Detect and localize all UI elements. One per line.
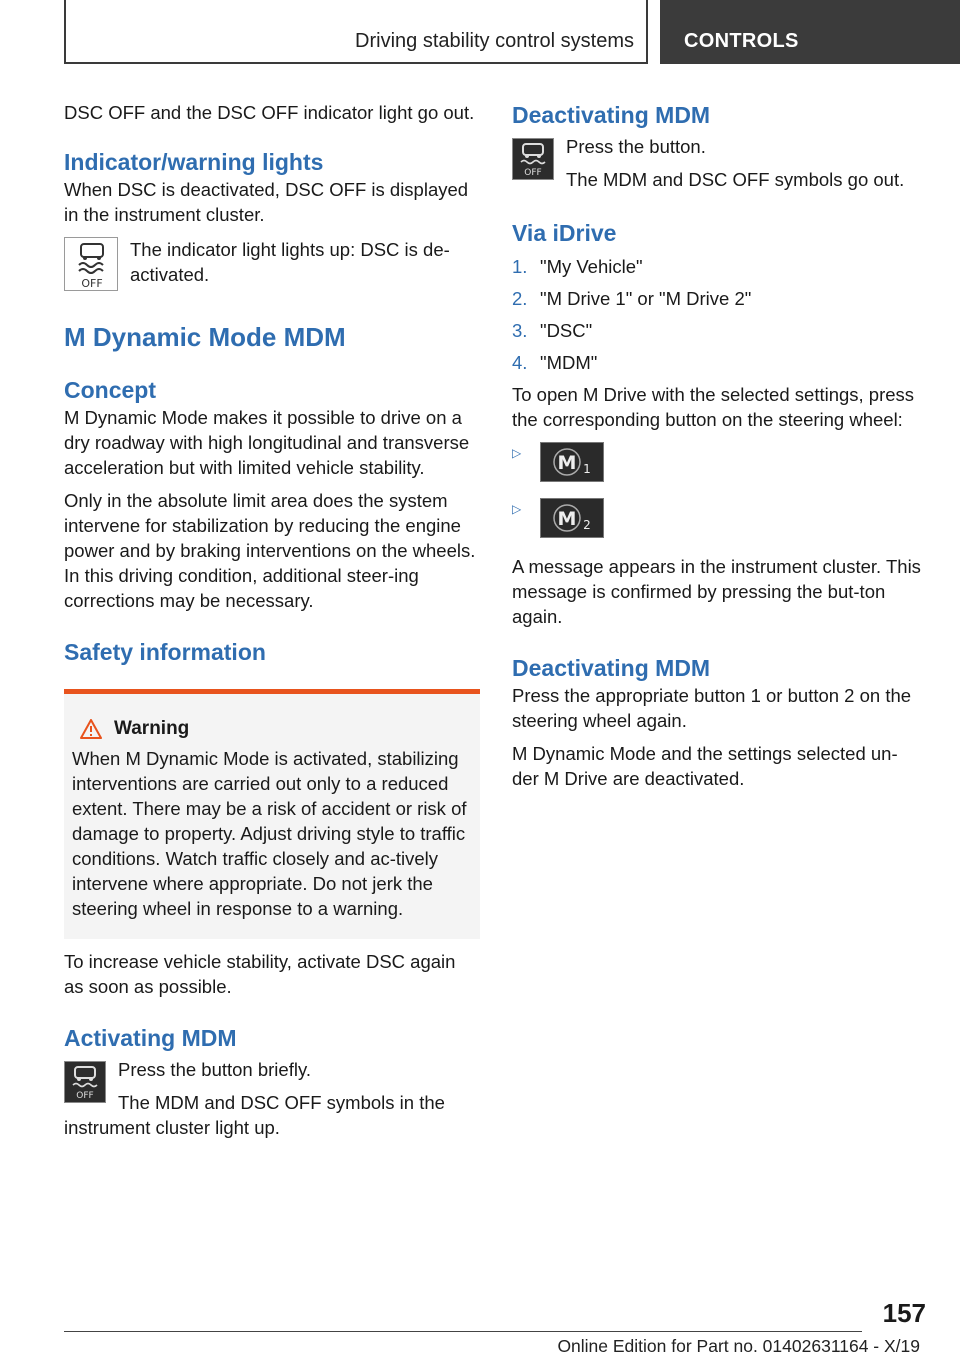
dsc-off-indicator-label: OFF [81, 277, 103, 290]
bullet-icon: ▷ [512, 502, 522, 516]
idrive-steps [512, 254, 922, 375]
m2-bullet [512, 498, 922, 538]
left-column [64, 100, 480, 1140]
m1-sub: 1 [583, 462, 591, 476]
after-warning-text: To increase vehicle stability, activate DSC again as soon as possible. [64, 951, 456, 997]
deactivating2-p1: Press the appropriate button 1 or button 2 on the steering wheel again. [512, 685, 912, 731]
open-text: To open M Drive with the selected settings, press the corresponding button on the steering wheel: [512, 384, 915, 430]
intro-text: DSC OFF and the DSC OFF indicator light go out. [64, 102, 475, 123]
m1-button-icon [540, 442, 604, 482]
deactivating-block [512, 134, 922, 192]
m2-button-icon [540, 498, 604, 538]
bullet-icon: ▷ [512, 446, 522, 460]
mdm-off-button-icon [512, 138, 554, 180]
indicator-heading: Indicator/warning lights [64, 149, 324, 175]
deactivating-p1: Press the button. [566, 136, 706, 157]
warning-title-row [80, 718, 470, 740]
concept-heading: Concept [64, 377, 156, 403]
list-item: 4. "MDM" [512, 352, 598, 373]
indicator-icon-row [64, 237, 480, 291]
activating-block [64, 1057, 480, 1140]
activating-p1: Press the button briefly. [118, 1059, 311, 1080]
indicator-text: When DSC is deactivated, DSC OFF is displayed in the instrument cluster. [64, 179, 469, 225]
warning-title: Warning [114, 718, 190, 739]
idrive-heading: Via iDrive [512, 220, 617, 246]
dsc-off-indicator-icon [64, 237, 118, 291]
m2-sub: 2 [583, 518, 591, 532]
running-header-chapter [660, 0, 960, 64]
deactivating-heading: Deactivating MDM [512, 102, 711, 128]
m1-bullet [512, 442, 922, 482]
deactivating2-heading: Deactivating MDM [512, 655, 711, 681]
indicator-icon-text: The indicator light lights up: DSC is de-activated. [130, 239, 450, 285]
list-item: 3. "DSC" [512, 320, 593, 341]
mdm-heading: M Dynamic Mode MDM [64, 322, 346, 352]
chapter-title: CONTROLS [684, 30, 799, 52]
mdm-off-button-label: OFF [524, 168, 542, 178]
list-item: 2. "M Drive 1" or "M Drive 2" [512, 288, 752, 309]
page-number: 157 [882, 1298, 926, 1328]
warning-box [64, 689, 480, 939]
m2-label: M [557, 508, 577, 530]
mdm-button-icon [64, 1061, 106, 1103]
safety-heading: Safety information [64, 639, 266, 665]
warning-text: When M Dynamic Mode is activated, stabilizing interventions are carried out only to a reduced extent. There may be a risk of accident or risk of damage to property. Adjust driving style to traffic conditions. Watch traffic closely and ac-tively intervene where appropriate. Do not jerk the steering wheel in response to a warning. [72, 748, 467, 919]
list-item: 1. "My Vehicle" [512, 256, 643, 277]
running-header-section [64, 0, 648, 64]
mdm-button-label: OFF [76, 1091, 94, 1101]
message-text: A message appears in the instrument cluster. This message is confirmed by pressing the but-ton again. [512, 556, 921, 627]
concept-p1: M Dynamic Mode makes it possible to drive on a dry roadway with high longitudinal and transverse acceleration but with limited vehicle stability. [64, 407, 470, 478]
footer-divider [64, 1331, 862, 1332]
footer-edition: Online Edition for Part no. 01402631164 - X/19 [557, 1336, 920, 1356]
section-title: Driving stability control systems [355, 30, 634, 52]
m1-label: M [557, 452, 577, 474]
deactivating2-p2: M Dynamic Mode and the settings selected un-der M Drive are deactivated. [512, 743, 898, 789]
deactivating-p2: The MDM and DSC OFF symbols go out. [566, 169, 905, 190]
activating-heading: Activating MDM [64, 1025, 237, 1051]
concept-p2: Only in the absolute limit area does the system intervene for stabilization by reducing the engine power and by braking interventions on the wheels. In this driving condition, additional steer-ing corrections may be necessary. [64, 490, 476, 611]
activating-p2: The MDM and DSC OFF symbols in the instrument cluster light up. [64, 1092, 445, 1138]
right-column [512, 100, 922, 791]
warning-triangle-icon [80, 719, 102, 739]
